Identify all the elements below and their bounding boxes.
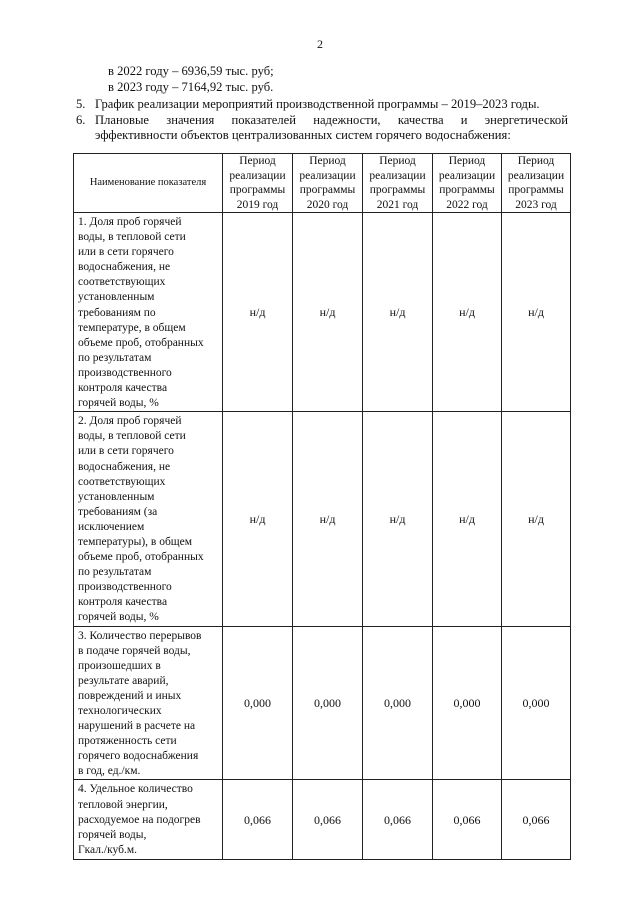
indicator-name-cell <box>74 213 223 412</box>
value-cell-2022: н/д <box>433 412 502 626</box>
header-line: Период <box>379 155 416 167</box>
header-line: 2019 год <box>236 198 279 211</box>
header-line: программы <box>229 184 286 196</box>
table-row <box>74 213 571 412</box>
indicator-line: результате аварий, <box>78 674 169 687</box>
indicator-name-cell <box>74 412 223 626</box>
indicator-line: протяженность сети <box>78 735 177 748</box>
value-cell-2019: 0,000 <box>223 626 293 780</box>
value-cell-2021: н/д <box>363 412 433 626</box>
value-cell-2021: н/д <box>363 213 433 412</box>
indicator-name-cell <box>74 780 223 860</box>
indicator-line: водоснабжения, не <box>78 460 171 473</box>
indicator-line: воды, в тепловой сети <box>78 430 186 443</box>
indicator-line: температуры), в общем <box>78 535 193 548</box>
indicator-line: по результатам <box>78 351 152 364</box>
header-period-2021 <box>363 154 433 213</box>
item-6-word: значения <box>166 113 215 127</box>
value-cell-2020: 0,066 <box>293 780 363 860</box>
value-cell-2023: н/д <box>502 213 571 412</box>
indicator-line: технологических <box>78 705 162 717</box>
header-period-2022 <box>433 154 502 213</box>
indicator-line: водоснабжения, не <box>78 261 171 274</box>
indicator-name-cell <box>74 626 223 780</box>
value-cell-2019: 0,066 <box>223 780 293 860</box>
indicator-line: горячего водоснабжения <box>78 750 199 763</box>
indicator-line: требованиям по <box>78 306 156 319</box>
item-6-word: надежности, <box>313 113 381 127</box>
table-row <box>74 412 571 626</box>
header-line: реализации <box>299 169 356 182</box>
item-6-word: качества <box>397 113 444 127</box>
indicator-line: исключением <box>78 520 145 533</box>
value-cell-2020: 0,000 <box>293 626 363 780</box>
indicator-line: производственного <box>78 581 172 594</box>
value-cell-2021: 0,000 <box>363 626 433 780</box>
value-cell-2019: н/д <box>223 213 293 412</box>
header-line: программы <box>439 184 495 196</box>
header-line: программы <box>508 184 564 196</box>
header-line: реализации <box>369 169 426 182</box>
indicator-line: контроля качества <box>78 596 168 609</box>
value-cell-2023: 0,066 <box>502 780 571 860</box>
indicator-line: горячей воды, % <box>78 397 159 410</box>
value-cell-2020: н/д <box>293 412 363 626</box>
indicator-line: тепловой энергии, <box>78 798 168 811</box>
indicator-line: соответствующих <box>78 475 166 488</box>
header-period-2019 <box>223 154 293 213</box>
indicator-line: установленным <box>78 490 155 503</box>
value-cell-2020: н/д <box>293 213 363 412</box>
header-line: реализации <box>438 169 496 182</box>
item-6-second-line: эффективности объектов централизованных систем горячего водоснабжения: <box>95 128 511 142</box>
header-line: Период <box>309 155 346 167</box>
item-6-word: энергетической <box>484 113 568 127</box>
indicator-line: соответствующих <box>78 276 166 289</box>
indicator-line: воды, в тепловой сети <box>78 231 186 244</box>
table-row <box>74 626 571 780</box>
value-cell-2021: 0,066 <box>363 780 433 860</box>
indicators-table <box>73 153 571 860</box>
header-line: Период <box>239 155 276 167</box>
header-line: реализации <box>507 169 565 182</box>
indicator-line: объеме проб, отобранных <box>78 336 204 349</box>
header-line: 2022 год <box>446 198 488 211</box>
item-6-word: показателей <box>231 113 296 127</box>
header-line: 2023 год <box>515 198 557 211</box>
value-cell-2022: 0,000 <box>433 626 502 780</box>
header-line: реализации <box>229 169 286 182</box>
indicator-line: установленным <box>78 291 155 304</box>
item-6-number: 6. <box>76 113 86 127</box>
indicator-line: или в сети горячего <box>78 445 174 458</box>
value-cell-2022: 0,066 <box>433 780 502 860</box>
header-line: 2021 год <box>376 198 419 211</box>
intro-line-2022: в 2022 году – 6936,59 тыс. руб; <box>108 64 274 78</box>
indicator-line: или в сети горячего <box>78 246 174 259</box>
indicator-line: 4. Удельное количество <box>78 783 193 796</box>
header-period-2020 <box>293 154 363 213</box>
indicator-line: 3. Количество перерывов <box>78 629 202 642</box>
table-header-row <box>74 154 571 213</box>
value-cell-2022: н/д <box>433 213 502 412</box>
item-6-word: Плановые <box>95 113 150 127</box>
table-row <box>74 780 571 860</box>
header-line: программы <box>369 184 426 196</box>
header-line: программы <box>299 184 356 196</box>
value-cell-2023: 0,000 <box>502 626 571 780</box>
indicator-line: горячей воды, <box>78 828 147 841</box>
header-indicator-name: Наименование показателя <box>74 154 223 213</box>
indicator-line: горячей воды, % <box>78 611 159 624</box>
indicator-line: расходуемое на подогрев <box>78 813 201 826</box>
value-cell-2023: н/д <box>502 412 571 626</box>
indicator-line: объеме проб, отобранных <box>78 551 204 564</box>
item-5-number: 5. <box>76 97 86 111</box>
indicator-line: температуре, в общем <box>78 321 186 334</box>
indicator-line: по результатам <box>78 566 152 579</box>
header-period-2023 <box>502 154 571 213</box>
indicator-line: в год, ед./км. <box>78 765 141 778</box>
header-line: Период <box>517 155 555 167</box>
item-6-word: и <box>460 113 468 127</box>
header-line: Период <box>448 155 486 167</box>
indicator-line: произошедших в <box>78 659 161 672</box>
intro-line-2023: в 2023 году – 7164,92 тыс. руб. <box>108 80 274 94</box>
value-cell-2019: н/д <box>223 412 293 626</box>
indicator-line: 1. Доля проб горячей <box>78 216 182 228</box>
indicator-line: нарушений в расчете на <box>78 720 196 733</box>
page-number: 2 <box>317 37 323 51</box>
indicator-line: 2. Доля проб горячей <box>78 415 182 428</box>
header-line: 2020 год <box>306 198 349 211</box>
indicator-line: Гкал./куб.м. <box>78 843 137 856</box>
indicator-line: требованиям (за <box>78 505 158 518</box>
indicator-line: производственного <box>78 366 172 379</box>
indicator-line: повреждений и иных <box>78 689 182 702</box>
item-5-text: График реализации мероприятий производственной программы – 2019–2023 годы. <box>95 97 540 111</box>
indicator-line: в подаче горячей воды, <box>78 644 191 657</box>
indicator-line: контроля качества <box>78 382 168 395</box>
item-6-first-line <box>95 113 568 128</box>
